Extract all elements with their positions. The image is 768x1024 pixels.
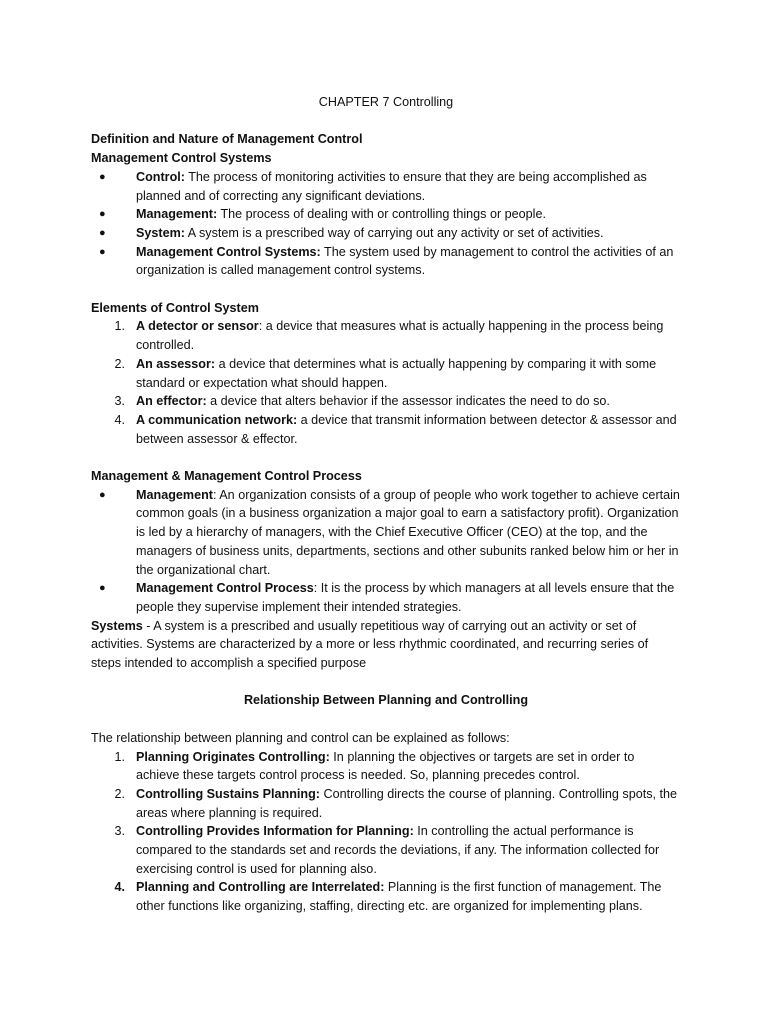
list-item xyxy=(91,878,681,915)
item-text: The process of monitoring activities to ensure that they are being accomplished as planned and of correcting any significant deviations. xyxy=(136,169,647,203)
item-term: An assessor: xyxy=(136,356,216,371)
systems-paragraph xyxy=(91,617,681,673)
item-term: An effector: xyxy=(136,394,207,409)
list-item xyxy=(91,822,681,878)
section-heading-definition: Definition and Nature of Management Control xyxy=(91,132,363,147)
section-heading-elements: Elements of Control System xyxy=(91,300,259,315)
list-item xyxy=(91,224,681,243)
item-term: Controlling Sustains Planning: xyxy=(136,786,321,801)
item-number: 2. xyxy=(114,786,125,801)
bullet-icon: ● xyxy=(99,488,106,501)
item-term: Control: xyxy=(136,169,185,184)
bullet-icon: ● xyxy=(99,226,106,239)
section-heading-relationship: Relationship Between Planning and Controlling xyxy=(243,693,529,708)
item-term: Planning Originates Controlling: xyxy=(136,749,330,764)
item-text: a device that determines what is actually happening by comparing it with some standard or expectation what should happen. xyxy=(136,356,657,390)
bullet-icon: ● xyxy=(99,170,106,183)
systems-text: - A system is a prescribed and usually repetitious way of carrying out an activity or set of activities. Systems are characterized by a more or less rhythmic coordinated, and recurring series of steps intended to accomplish a specified purpose xyxy=(91,618,649,671)
item-term: Management Control Process xyxy=(136,581,314,596)
item-text: The system used by management to control the activities of an organization is called management control systems. xyxy=(136,244,674,278)
list-item xyxy=(91,486,681,580)
item-number: 1. xyxy=(114,749,125,764)
document-content xyxy=(91,93,681,916)
item-text: In planning the objectives or targets are set in order to achieve these targets control process is needed. So, planning precedes control. xyxy=(136,749,635,783)
item-number: 3. xyxy=(114,824,125,839)
item-term: Planning and Controlling are Interrelated: xyxy=(136,880,385,895)
list-item xyxy=(91,579,681,616)
item-text: Controlling directs the course of planning. Controlling spots, the areas where planning is required. xyxy=(136,786,678,820)
list-item xyxy=(91,355,681,392)
numbered-list-elements xyxy=(91,317,681,448)
item-text: Planning is the first function of management. The other functions like organizing, staffing, directing etc. are organized for implementing plans. xyxy=(136,880,662,914)
item-text: a device that transmit information between detector & assessor and between assessor & effector. xyxy=(136,412,677,446)
spacer xyxy=(91,673,681,692)
numbered-list-relationship xyxy=(91,748,681,916)
item-text: : It is the process by which managers at all levels ensure that the people they supervise implement their intended strategies. xyxy=(136,581,675,614)
spacer xyxy=(91,280,681,299)
list-item xyxy=(91,317,681,354)
item-term: System: xyxy=(136,225,185,240)
item-number: 2. xyxy=(114,356,125,371)
list-item xyxy=(91,168,681,205)
item-term: A detector or sensor xyxy=(136,319,259,334)
item-text: A system is a prescribed way of carrying out any activity or set of activities. xyxy=(185,225,604,240)
spacer xyxy=(91,448,681,467)
chapter-title: CHAPTER 7 Controlling xyxy=(318,95,454,109)
item-number: 4. xyxy=(114,880,125,895)
bullet-icon: ● xyxy=(99,208,106,221)
bullet-list-process xyxy=(91,486,681,617)
bullet-icon: ● xyxy=(99,245,106,258)
item-term: Management xyxy=(136,487,213,502)
item-term: A communication network: xyxy=(136,412,298,427)
item-term: Management Control Systems: xyxy=(136,244,321,259)
item-term: Management: xyxy=(136,207,218,222)
bullet-icon: ● xyxy=(99,582,106,595)
list-item xyxy=(91,243,681,280)
list-item xyxy=(91,411,681,448)
item-text: : a device that measures what is actually happening in the process being controlled. xyxy=(136,319,664,353)
relationship-intro: The relationship between planning and control can be explained as follows: xyxy=(91,730,510,745)
section-heading-process: Management & Management Control Process xyxy=(91,469,362,484)
list-item xyxy=(91,205,681,224)
item-text: In controlling the actual performance is compared to the standards set and records the deviations, if any. The information collected for exercising control is used for planning also. xyxy=(136,824,660,876)
list-item xyxy=(91,785,681,822)
item-number: 3. xyxy=(114,394,125,409)
item-number: 4. xyxy=(114,412,125,427)
item-text: a device that alters behavior if the assessor indicates the need to do so. xyxy=(206,394,610,409)
list-item xyxy=(91,748,681,785)
systems-term: Systems xyxy=(91,618,143,633)
item-text: The process of dealing with or controlling things or people. xyxy=(217,207,546,222)
item-term: Controlling Provides Information for Planning: xyxy=(136,824,414,839)
item-text: : An organization consists of a group of people who work together to achieve certain common goals (in a business organization a major goal to earn a satisfactory profit). Organization is led by a hierarchy of managers, with the Chief Executive Officer (CEO) at the top, and the managers of business units, departments, sections and other subunits ranked below him or her in the organizational chart. xyxy=(136,487,680,577)
bullet-list-definitions xyxy=(91,168,681,280)
item-number: 1. xyxy=(114,319,125,334)
section-heading-mcs: Management Control Systems xyxy=(91,151,272,166)
list-item xyxy=(91,392,681,411)
